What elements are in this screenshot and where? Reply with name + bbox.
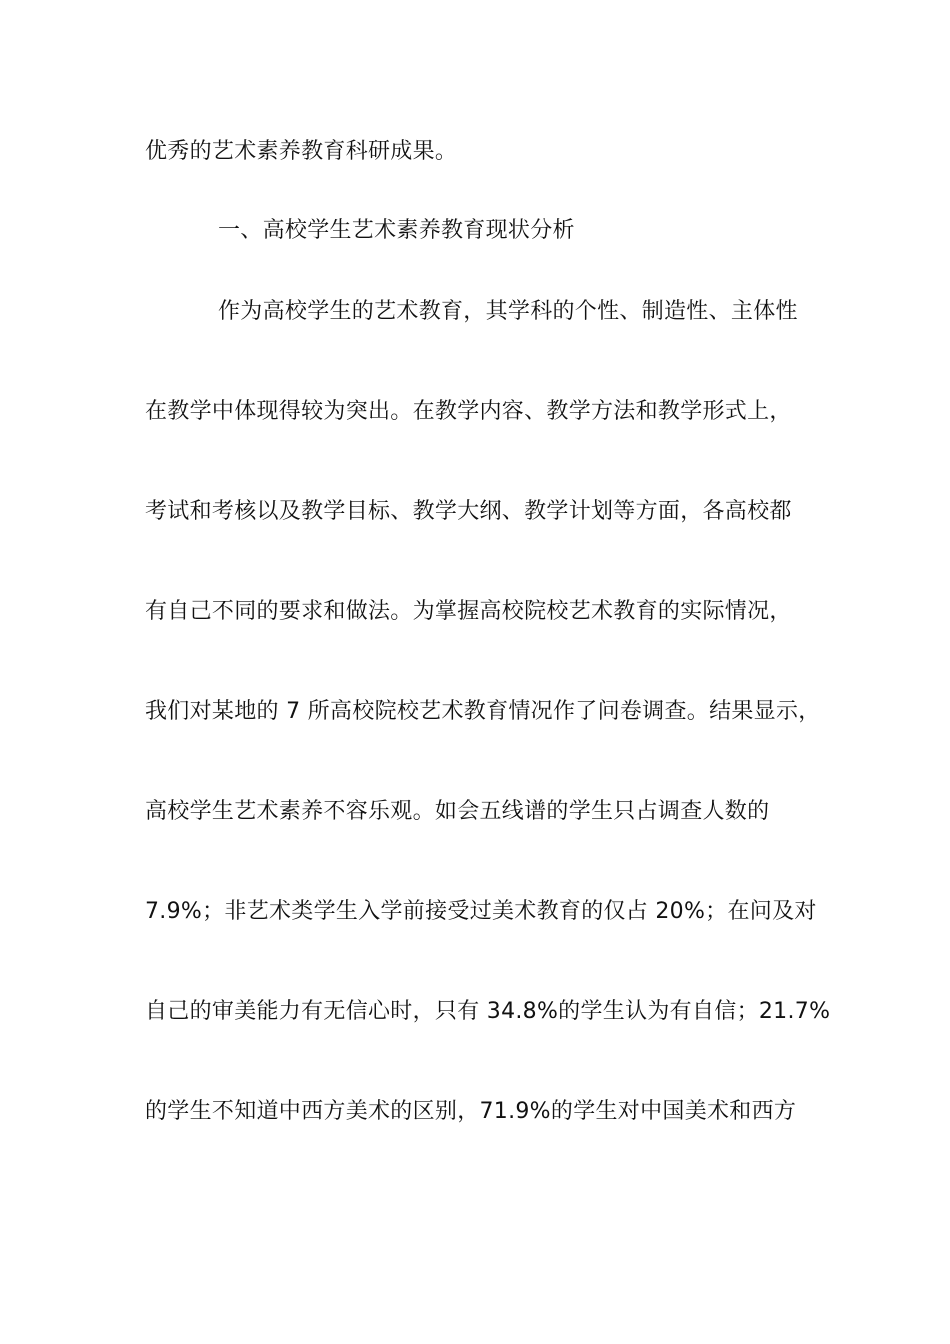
paragraph-line: 在教学中体现得较为突出。在教学内容、教学方法和教学形式上，	[145, 399, 792, 424]
paragraph-line: 7.9%；非艺术类学生入学前接受过美术教育的仅占 20%；在问及对	[145, 899, 817, 924]
paragraph-line: 的学生不知道中西方美术的区别，71.9%的学生对中国美术和西方	[145, 1099, 797, 1124]
paragraph-line: 高校学生艺术素养不容乐观。如会五线谱的学生只占调查人数的	[145, 799, 770, 824]
paragraph-line: 作为高校学生的艺术教育，其学科的个性、制造性、主体性	[218, 299, 798, 324]
paragraph-line: 优秀的艺术素养教育科研成果。	[145, 139, 458, 164]
paragraph-line: 我们对某地的 7 所高校院校艺术教育情况作了问卷调查。结果显示，	[145, 699, 821, 724]
paragraph-line: 自己的审美能力有无信心时，只有 34.8%的学生认为有自信；21.7%	[145, 999, 831, 1024]
paragraph-line: 有自己不同的要求和做法。为掌握高校院校艺术教育的实际情况，	[145, 599, 792, 624]
section-heading: 一、高校学生艺术素养教育现状分析	[218, 218, 575, 243]
paragraph-line: 考试和考核以及教学目标、教学大纲、教学计划等方面，各高校都	[145, 499, 792, 524]
